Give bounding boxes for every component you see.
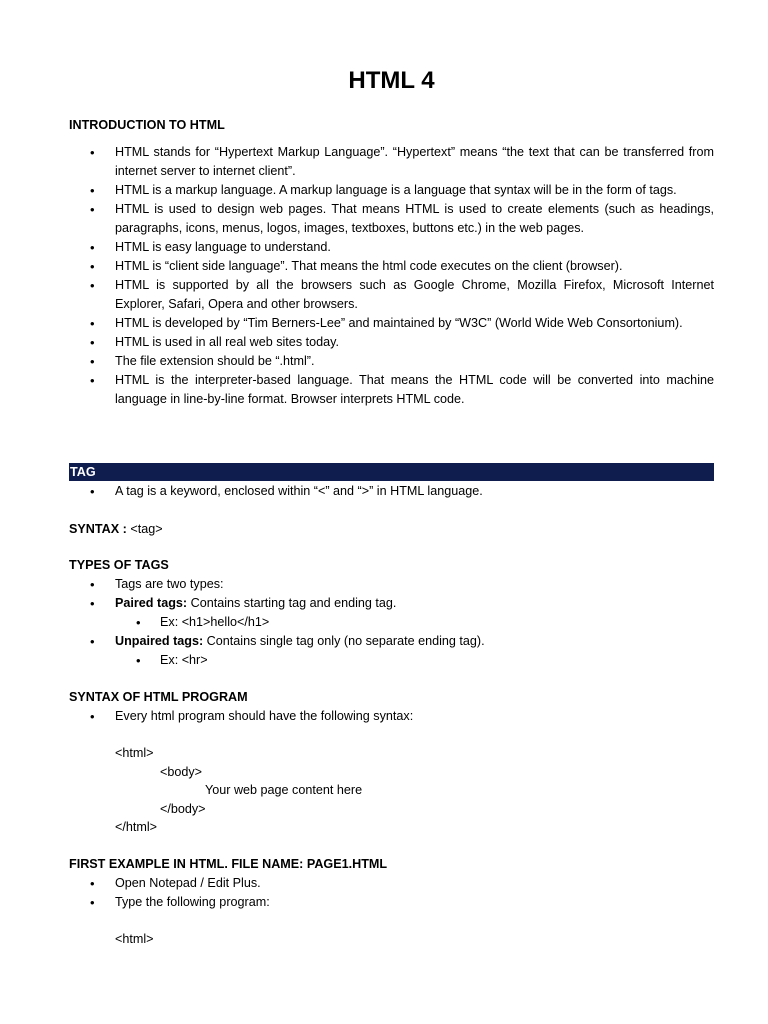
list-item (69, 594, 714, 613)
list-item: • HTML stands for “Hypertext Markup Language”. “Hypertext” means “the text that can be transferred from internet server to internet client”. (69, 143, 714, 181)
list-item: • HTML is used to design web pages. That means HTML is used to create elements (such as headings, paragraphs, icons, menus, logos, images, textboxes, buttons etc.) in the web pages. (69, 200, 714, 238)
intro-list (69, 143, 714, 409)
paired-label: Paired tags: (115, 596, 188, 610)
list-item: • HTML is supported by all the browsers such as Google Chrome, Mozilla Firefox, Microsoft Internet Explorer, Safari, Opera and other browsers. (69, 276, 714, 314)
tag-section (69, 482, 714, 501)
unpaired-text: Contains single tag only (no separate ending tag). (203, 634, 485, 648)
list-item: • Ex: <hr> (69, 651, 714, 670)
list-item: • HTML is easy language to understand. (69, 238, 714, 257)
list-item: • HTML is developed by “Tim Berners-Lee” and maintained by “W3C” (World Wide Web Consortonium). (69, 314, 714, 333)
unpaired-label: Unpaired tags: (115, 634, 204, 648)
code-line: </body> (160, 801, 206, 816)
types-list (69, 575, 714, 670)
code-line: <body> (160, 764, 203, 779)
intro-heading: INTRODUCTION TO HTML (69, 118, 225, 132)
tag-section-bar: TAG (69, 463, 714, 481)
list-item: • HTML is “client side language”. That means the html code executes on the client (browser). (69, 257, 714, 276)
code-line: Your web page content here (205, 783, 363, 797)
program-list (69, 707, 714, 726)
list-item: • Ex: <h1>hello</h1> (69, 613, 714, 632)
first-example-code-block (69, 930, 714, 949)
list-item: • Every html program should have the following syntax: (69, 707, 714, 726)
code-line: </html> (115, 820, 157, 834)
types-heading: TYPES OF TAGS (69, 558, 169, 572)
document-title: HTML 4 (348, 67, 435, 94)
list-item: • A tag is a keyword, enclosed within “<” and “>” in HTML language. (69, 482, 714, 501)
list-item: • HTML is used in all real web sites today. (69, 333, 714, 352)
first-example-list (69, 874, 714, 912)
syntax-value: <tag> (130, 522, 163, 536)
first-example-heading: FIRST EXAMPLE IN HTML. FILE NAME: PAGE1.HTML (69, 857, 388, 871)
list-item: • HTML is the interpreter-based language. That means the HTML code will be converted into machine language in line-by-line format. Browser interprets HTML code. (69, 371, 714, 409)
list-item: • HTML is a markup language. A markup language is a language that syntax will be in the form of tags. (69, 181, 714, 200)
syntax-line (69, 520, 714, 539)
paired-text: Contains starting tag and ending tag. (187, 596, 397, 610)
syntax-label: SYNTAX : (69, 522, 131, 536)
list-item: • Type the following program: (69, 893, 714, 912)
code-line: <html> (115, 746, 154, 760)
list-item: • Tags are two types: (69, 575, 714, 594)
list-item: • Open Notepad / Edit Plus. (69, 874, 714, 893)
program-code-block (69, 744, 714, 837)
program-heading: SYNTAX OF HTML PROGRAM (69, 690, 248, 704)
code-line: <html> (115, 932, 154, 946)
list-item: • The file extension should be “.html”. (69, 352, 714, 371)
list-item (69, 632, 714, 651)
